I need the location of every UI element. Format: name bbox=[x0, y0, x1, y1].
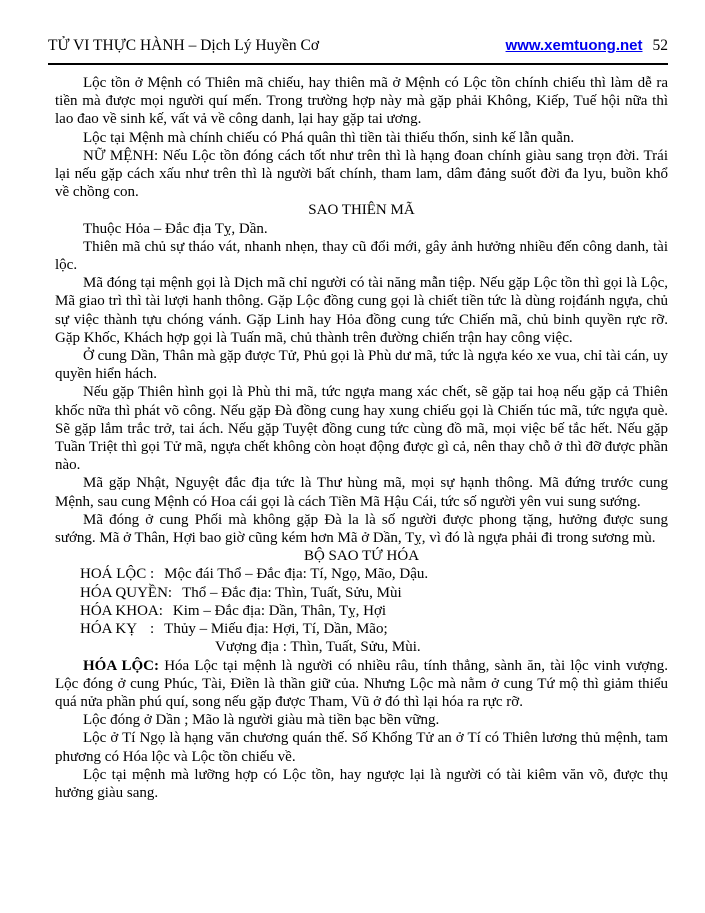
list-item-value: Thổ – Đắc địa: Thìn, Tuất, Sửu, Mùi bbox=[182, 584, 402, 601]
section-heading-thien-ma: SAO THIÊN MÃ bbox=[308, 202, 415, 219]
page-header bbox=[48, 36, 668, 56]
list-item-label: HOÁ LỘC bbox=[80, 566, 147, 583]
paragraph-hoa-loc bbox=[55, 657, 668, 712]
list-item-label: HÓA KỴ bbox=[80, 621, 138, 638]
list-item bbox=[80, 584, 668, 602]
list-item-continuation: Vượng địa : Thìn, Tuất, Sửu, Mùi. bbox=[215, 639, 421, 656]
hoa-loc-rest: Hóa Lộc tại mệnh là người có nhiều râu, tính thẳng, sành ăn, tài lộc vinh vượng. Lộc đóng ở cung Phúc, Tài, Điền là thần giữ của. Nhưng Lộc mà nằm ở cung Tứ mộ thì giảm thiểu quá nửa phần phú quí, song nếu gặp được Tham, Vũ ở đó thì lại hóa ra rực rỡ. bbox=[55, 657, 669, 710]
paragraph-tuhoa-4: Lộc tại mệnh mà lưỡng hợp có Lộc tồn, hay ngược lại là người có tài kiêm văn võ, được thụ hưởng giàu sang. bbox=[55, 766, 668, 801]
paragraph-intro-1: Lộc tồn ở Mệnh có Thiên mã chiếu, hay thiên mã ở Mệnh có Lộc tồn chính chiếu thì làm dễ ra tiền mà được mọi người quí mến. Trong trường hợp này mà gặp phải Không, Kiếp, Tuế hội nữa thì lao đao về sinh kế, vất vả về công danh, lại hay gặp tai ương. bbox=[55, 75, 668, 128]
paragraph-thienma-6: Mã gặp Nhật, Nguyệt đắc địa tức là Thư hùng mã, mọi sự hạnh thông. Mã đứng trước cung Mệnh, sau cung Mệnh có Hoa cái gọi là cách Tiền Mã Hậu Cái, tức số người yên vui sung sướng. bbox=[55, 475, 668, 510]
list-item-separator: : bbox=[150, 621, 155, 638]
paragraph-thienma-7: Mã đóng ở cung Phối mà không gặp Đà la là số người được phong tặng, hưởng được sung sướng. Mã ở Thân, Hợi bao giờ cũng kém hơn Mã ở Dần, Tỵ, vì đó là ngựa phải đi trong sương mù. bbox=[55, 511, 668, 547]
page-number: 52 bbox=[652, 37, 668, 54]
list-item bbox=[80, 620, 668, 638]
section-heading-tu-hoa: BỘ SAO TỨ HÓA bbox=[303, 548, 420, 565]
list-item-separator: : bbox=[150, 566, 155, 583]
header-right bbox=[506, 36, 668, 56]
list-item-value: Kim – Đắc địa: Dần, Thân, Tỵ, Hợi bbox=[172, 602, 387, 619]
list-item bbox=[80, 602, 668, 620]
document-body bbox=[55, 74, 668, 802]
list-item-separator: : bbox=[167, 584, 173, 601]
site-link[interactable]: www.xemtuong.net bbox=[505, 37, 643, 54]
list-item-value: Thủy – Miếu địa: Hợi, Tí, Dần, Mão; bbox=[164, 621, 388, 638]
header-title: TỬ VI THỰC HÀNH – Dịch Lý Huyền Cơ bbox=[48, 37, 320, 54]
list-item-label: HÓA KHOA bbox=[80, 602, 159, 619]
header-rule bbox=[48, 63, 668, 65]
list-item-value: Mộc đái Thổ – Đắc địa: Tí, Ngọ, Mão, Dậu. bbox=[164, 566, 429, 583]
paragraph-thienma-4: Ở cung Dần, Thân mà gặp được Tử, Phủ gọi là Phù dư mã, tức là ngựa kéo xe vua, chỉ tài cán, uy quyền hiển hách. bbox=[55, 348, 668, 383]
paragraph-tuhoa-2: Lộc đóng ở Dần ; Mão là người giàu mà tiền bạc bền vững. bbox=[83, 712, 440, 729]
tu-hoa-list bbox=[80, 565, 668, 656]
paragraph-thienma-3: Mã đóng tại mệnh gọi là Dịch mã chỉ người có tài năng mẫn tiệp. Nếu gặp Lộc tồn thì gọi là Lộc, Mã giao trì thì tài lượi hanh thông. Gặp Lộc đồng cung gọi là chiết tiền tức là dùng roịđánh ngựa, chủ sự việc thành tựu chóng vánh. Gặp Linh hay Hỏa đồng cung tức Chiến mã, chủ binh quyền rực rỡ. Gặp Khốc, Khách hợp gọi là Tuấn mã, chủ thành trên đường chiến trận hay công việc. bbox=[55, 275, 668, 346]
paragraph-intro-2: Lộc tại Mệnh mà chính chiếu có Phá quân thì tiền tài thiếu thốn, sinh kế lẫn quẫn. bbox=[83, 129, 575, 146]
paragraph-thienma-2: Thiên mã chủ sự tháo vát, nhanh nhẹn, thay cũ đổi mới, gây ảnh hưởng nhiều đến công danh, tài lộc. bbox=[55, 238, 668, 274]
list-item bbox=[80, 565, 668, 583]
paragraph-thienma-1: Thuộc Hỏa – Đắc địa Tỵ, Dần. bbox=[83, 220, 268, 237]
hoa-loc-lead: HÓA LỘC: bbox=[83, 657, 160, 674]
list-item-separator: : bbox=[158, 602, 163, 619]
list-item-label: HÓA QUYỀN bbox=[80, 584, 168, 601]
paragraph-thienma-5: Nếu gặp Thiên hình gọi là Phù thi mã, tức ngựa mang xác chết, sẽ gặp tai hoạ nếu gặp cả Thiên khốc nữa thì phát võ công. Nếu gặp Đà đồng cung hay xung chiếu gọi là Chiến túc mã, tức ngựa què. Sẽ gặp lắm trắc trở, tai ách. Nếu gặp Tuyệt đồng cung tức cùng đồ mã, mọi việc bế tắc hết. Nếu gặp Tuần Triệt thì gọi Tử mã, ngựa chết không còn hoạt động được gì cả, nên thay chỗ ở thì đỡ được phần nào. bbox=[55, 384, 668, 474]
paragraph-intro-3: NỮ MỆNH: Nếu Lộc tồn đóng cách tốt như trên thì là hạng đoan chính giàu sang trọn đời. Trái lại nếu gặp cách xấu như trên thì là người bất chính, tham lam, dâm đảng suốt đời đa lyu, buồn khổ về chồng con. bbox=[55, 147, 668, 201]
paragraph-tuhoa-3: Lộc ở Tí Ngọ là hạng văn chương quán thế. Số Khổng Tử an ở Tí có Thiên lương thủ mệnh, tam phương có Hóa lộc và Lộc tồn chiếu về. bbox=[55, 730, 668, 765]
